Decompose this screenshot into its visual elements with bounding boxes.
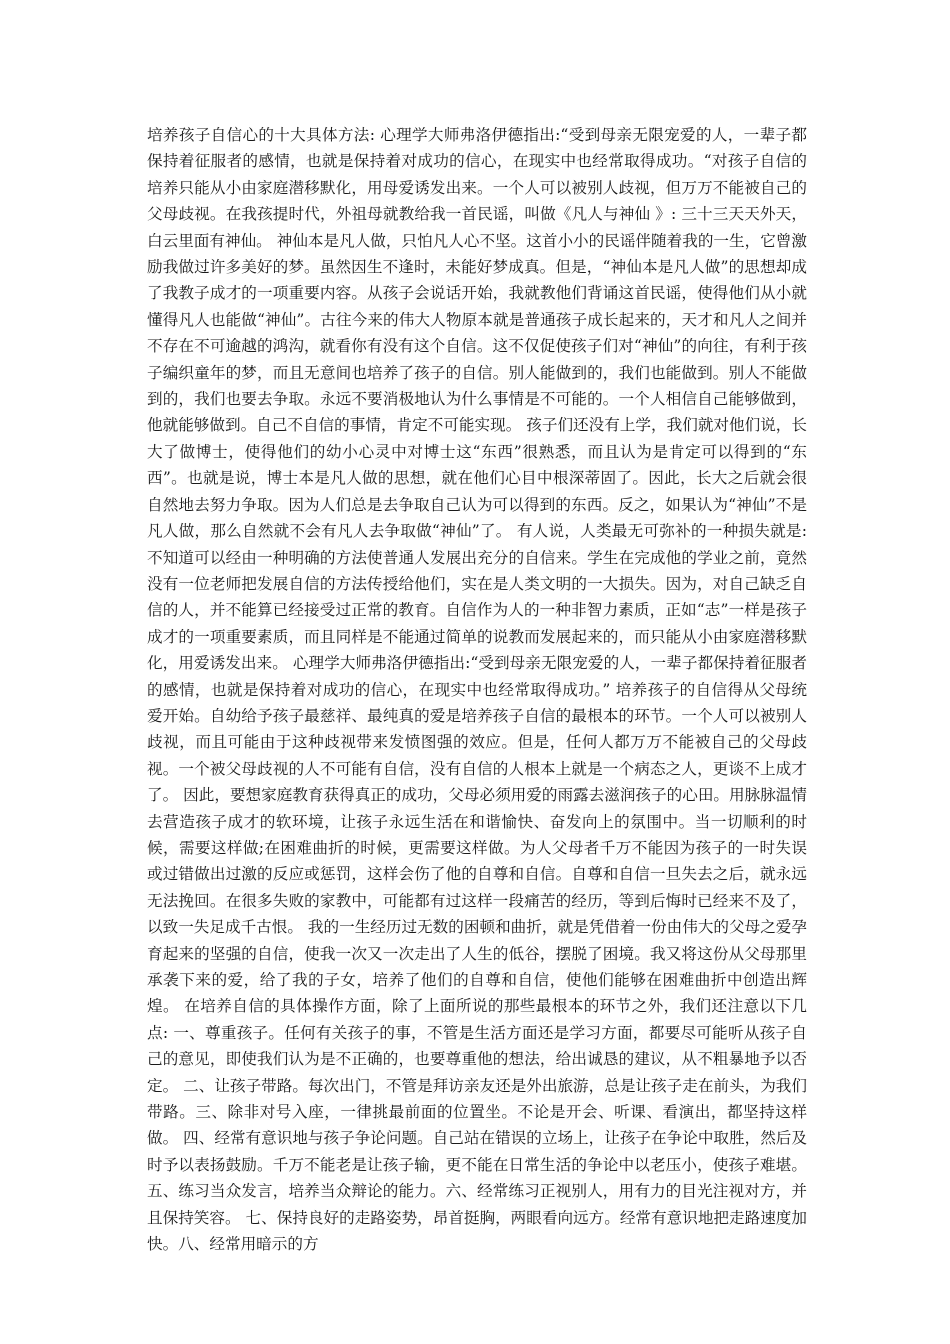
article-body-text: 培养孩子自信心的十大具体方法: 心理学大师弗洛伊德指出:“受到母亲无限宠爱的人，一辈子都保持着征服者的感情，也就是保持着对成功的信心，在现实中也经常取得成功。“对孩子自信的培养只能从小由家庭潜移默化，用母爱诱发出来。一个人可以被别人歧视，但万万不能被自己的父母歧视。在我孩提时代，外祖母就教给我一首民谣，叫做《凡人与神仙 》: 三十三天天外天，白云里面有神仙。 神仙本是凡人做，只怕凡人心不坚。这首小小的民谣伴随着我的一生，它曾激励我做过许多美好的梦。虽然因生不逢时，未能好梦成真。但是，“神仙本是凡人做”的思想却成了我教子成才的一项重要内容。从孩子会说话开始，我就教他们背诵这首民谣，使得他们从小就懂得凡人也能做“神仙”。古往今来的伟大人物原本就是普通孩子成长起来的，天才和凡人之间并不存在不可逾越的鸿沟，就看你有没有这个自信。这不仅促使孩子们对“神仙”的向往，有利于孩子编织童年的梦，而且无意间也培养了孩子的自信。别人能做到的，我们也能做到。别人不能做到的，我们也要去争取。永远不要消极地认为什么事情是不可能的。一个人相信自己能够做到，他就能够做到。自己不自信的事情，肯定不可能实现。 孩子们还没有上学，我们就对他们说，长大了做博士，使得他们的幼小心灵中对博士这“东西”很熟悉，而且认为是肯定可以得到的“东西”。也就是说，博士本是凡人做的思想，就在他们心目中根深蒂固了。因此，长大之后就会很自然地去努力争取。因为人们总是去争取自己认为可以得到的东西。反之，如果认为“神仙”不是凡人做，那么自然就不会有凡人去争取做“神仙”了。 有人说，人类最无可弥补的一种损失就是:不知道可以经由一种明确的方法使普通人发展出充分的自信来。学生在完成他的学业之前，竟然没有一位老师把发展自信的方法传授给他们，实在是人类文明的一大损失。因为，对自己缺乏自信的人，并不能算已经接受过正常的教育。自信作为人的一种非智力素质，正如“志”一样是孩子成才的一项重要素质，而且同样是不能通过简单的说教而发展起来的，而只能从小由家庭潜移默化，用爱诱发出来。 心理学大师弗洛伊德指出:“受到母亲无限宠爱的人，一辈子都保持着征服者的感情，也就是保持着对成功的信心，在现实中也经常取得成功。” 培养孩子的自信得从父母统爱开始。自幼给予孩子最慈祥、最纯真的爱是培养孩子自信的最根本的环节。一个人可以被别人歧视，而且可能由于这种歧视带来发愤图强的效应。但是，任何人都万万不能被自己的父母歧视。一个被父母歧视的人不可能有自信，没有自信的人根本上就是一个病态之人，更谈不上成才了。 因此，要想家庭教育获得真正的成功，父母必须用爱的雨露去滋润孩子的心田。用脉脉温情去营造孩子成才的软环境，让孩子永远生活在和谐愉快、奋发向上的氛围中。当一切顺利的时候，需要这样做;在困难曲折的时候，更需要这样做。为人父母者千万不能因为孩子的一时失误或过错做出过激的反应或惩罚，这样会伤了他的自尊和自信。自尊和自信一旦失去之后，就永远无法挽回。在很多失败的家教中，可能都有过这样一段痛苦的经历，等到后悔时已经来不及了，以致一失足成千古恨。 我的一生经历过无数的困顿和曲折，就是凭借着一份由伟大的父母之爱孕育起来的坚强的自信，使我一次又一次走出了人生的低谷，摆脱了困境。我又将这份从父母那里承袭下来的爱，给了我的子女，培养了他们的自尊和自信，使他们能够在困难曲折中创造出辉煌。 在培养自信的具体操作方面，除了上面所说的那些最根本的环节之外，我们还注意以下几点: 一、尊重孩子。任何有关孩子的事，不管是生活方面还是学习方面，都要尽可能听从孩子自己的意见，即使我们认为是不正确的，也要尊重他的想法，给出诚恳的建议，从不粗暴地予以否定。 二、让孩子带路。每次出门，不管是拜访亲友还是外出旅游，总是让孩子走在前头，为我们带路。三、除非对号入座，一律挑最前面的位置坐。不论是开会、听课、看演出，都坚持这样做。 四、经常有意识地与孩子争论问题。自己站在错误的立场上，让孩子在争论中取胜，然后及时予以表扬鼓励。千万不能老是让孩子输，更不能在日常生活的争论中以老压小，使孩子难堪。 五、练习当众发言，培养当众辩论的能力。六、经常练习正视别人，用有力的目光注视对方，并且保持笑容。 七、保持良好的走路姿势，昂首挺胸，两眼看向远方。经常有意识地把走路速度加快。八、经常用暗示的方 bbox=[147, 126, 807, 1254]
